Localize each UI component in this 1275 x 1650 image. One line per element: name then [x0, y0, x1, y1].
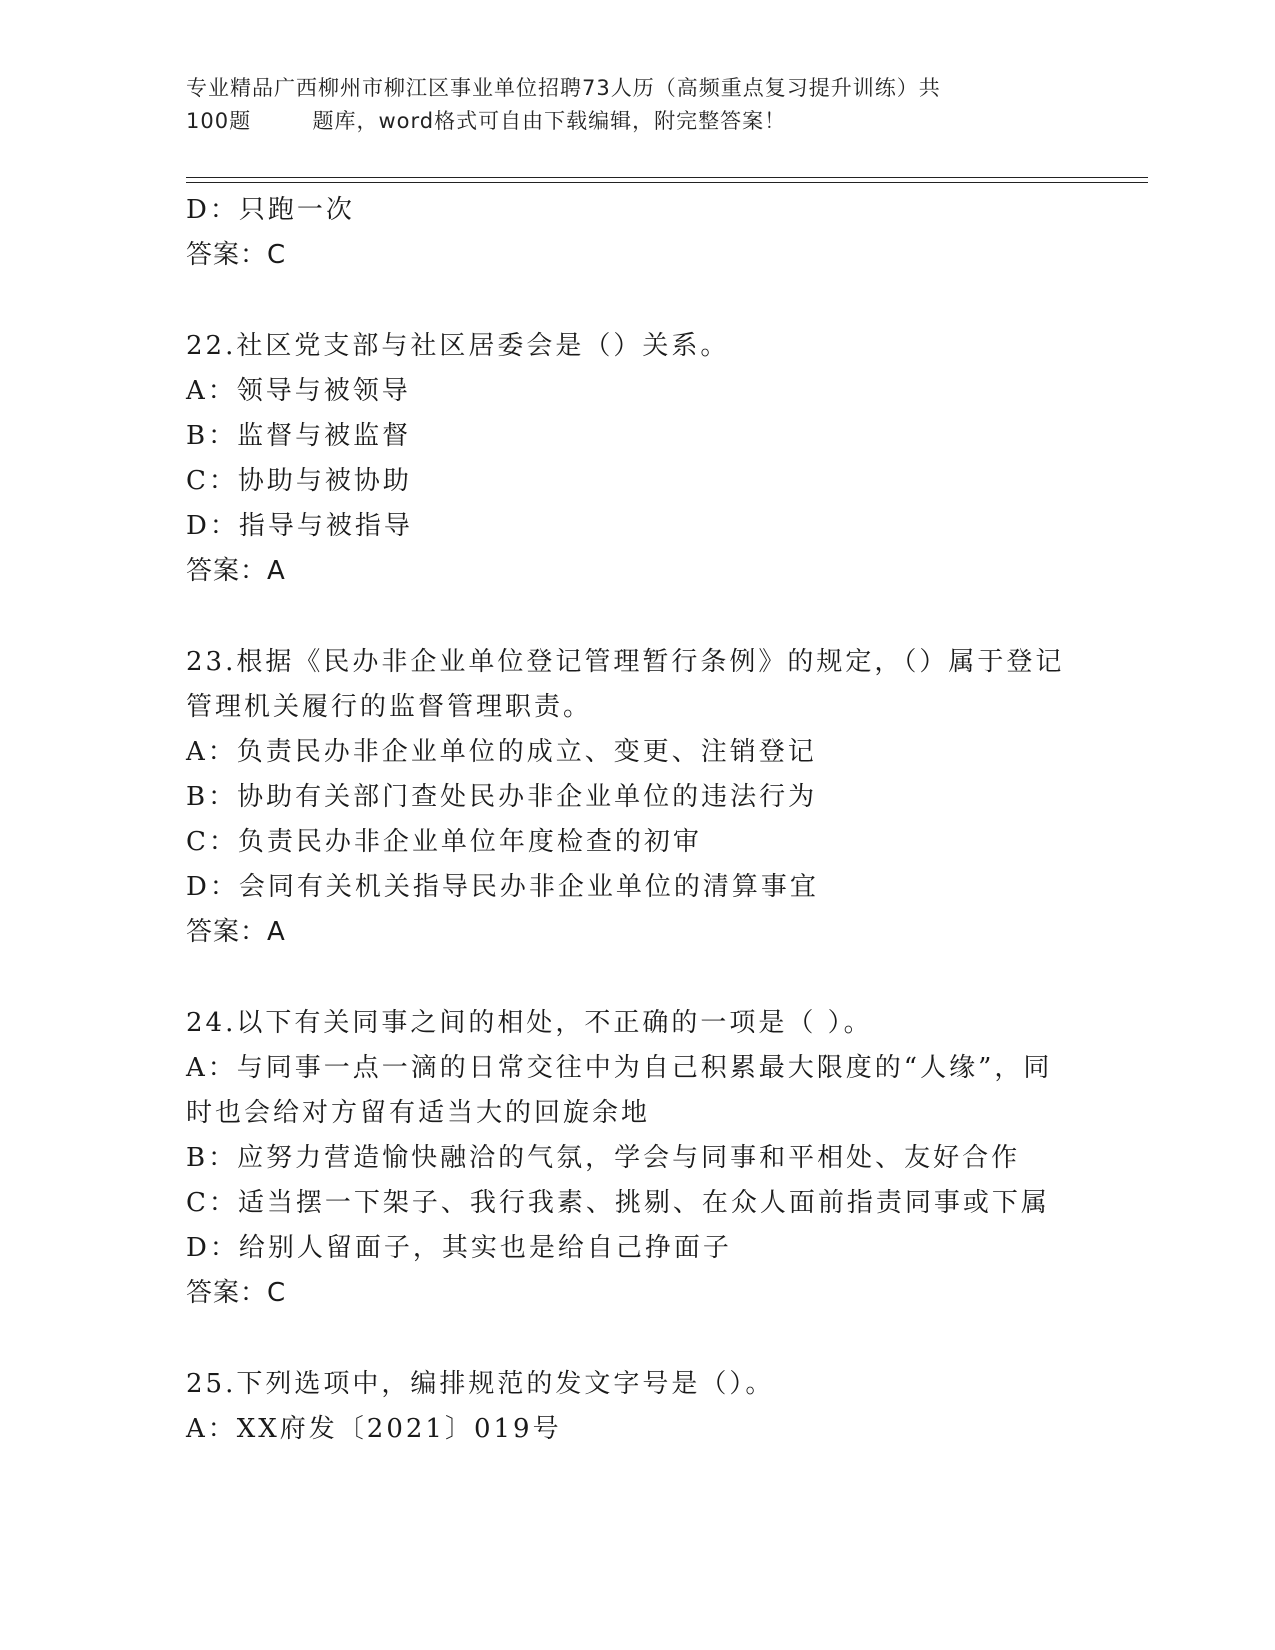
- spacer: [186, 955, 1086, 1001]
- option-a: A：负责民办非企业单位的成立、变更、注销登记: [186, 737, 817, 767]
- question-stem: 23.根据《民办非企业单位登记管理暂行条例》的规定，（）属于登记: [186, 647, 1065, 677]
- option-b: B：协助有关部门查处民办非企业单位的违法行为: [186, 782, 818, 812]
- question-24: [186, 1001, 1086, 1316]
- question-21-continuation: [186, 188, 1086, 278]
- option-d: D：会同有关机关指导民办非企业单位的清算事宜: [186, 872, 819, 902]
- option-d: D：只跑一次: [186, 195, 355, 225]
- answer-line: 答案：A: [186, 917, 286, 947]
- question-25: [186, 1362, 1086, 1452]
- question-23: [186, 640, 1086, 955]
- answer-line: 答案：C: [186, 240, 287, 270]
- spacer: [186, 594, 1086, 640]
- answer-line: 答案：C: [186, 1278, 287, 1308]
- header-title-line-1: 专业精品广西柳州市柳江区事业单位招聘73人历（高频重点复习提升训练）共: [186, 76, 941, 100]
- option-d: D：给别人留面子，其实也是给自己挣面子: [186, 1233, 732, 1263]
- question-stem-continued: 管理机关履行的监督管理职责。: [186, 692, 593, 722]
- option-b: B：监督与被监督: [186, 421, 412, 451]
- question-stem: 25.下列选项中，编排规范的发文字号是（）。: [186, 1369, 775, 1399]
- header-rule-bottom: [186, 182, 1148, 183]
- spacer: [186, 1316, 1086, 1362]
- option-a: A：领导与被领导: [186, 376, 411, 406]
- option-a: A：XX府发〔2021〕019号: [186, 1414, 562, 1444]
- option-c: C：协助与被协助: [186, 466, 412, 496]
- option-a: A：与同事一点一滴的日常交往中为自己积累最大限度的“人缘”，同: [186, 1053, 1053, 1083]
- answer-line: 答案：A: [186, 556, 286, 586]
- spacer: [186, 278, 1086, 324]
- question-list: [186, 188, 1086, 1452]
- page-header: [186, 72, 1066, 138]
- question-22: [186, 324, 1086, 594]
- header-title-line-2: 100题 题库，word格式可自由下载编辑，附完整答案！: [186, 109, 787, 133]
- question-stem: 24.以下有关同事之间的相处，不正确的一项是（ ）。: [186, 1008, 873, 1038]
- question-stem: 22.社区党支部与社区居委会是（）关系。: [186, 331, 730, 361]
- option-c: C：负责民办非企业单位年度检查的初审: [186, 827, 702, 857]
- header-rule-top: [186, 177, 1148, 178]
- option-a-continued: 时也会给对方留有适当大的回旋余地: [186, 1098, 651, 1128]
- option-c: C：适当摆一下架子、我行我素、挑剔、在众人面前指责同事或下属: [186, 1188, 1050, 1218]
- option-b: B：应努力营造愉快融洽的气氛，学会与同事和平相处、友好合作: [186, 1143, 1021, 1173]
- option-d: D：指导与被指导: [186, 511, 413, 541]
